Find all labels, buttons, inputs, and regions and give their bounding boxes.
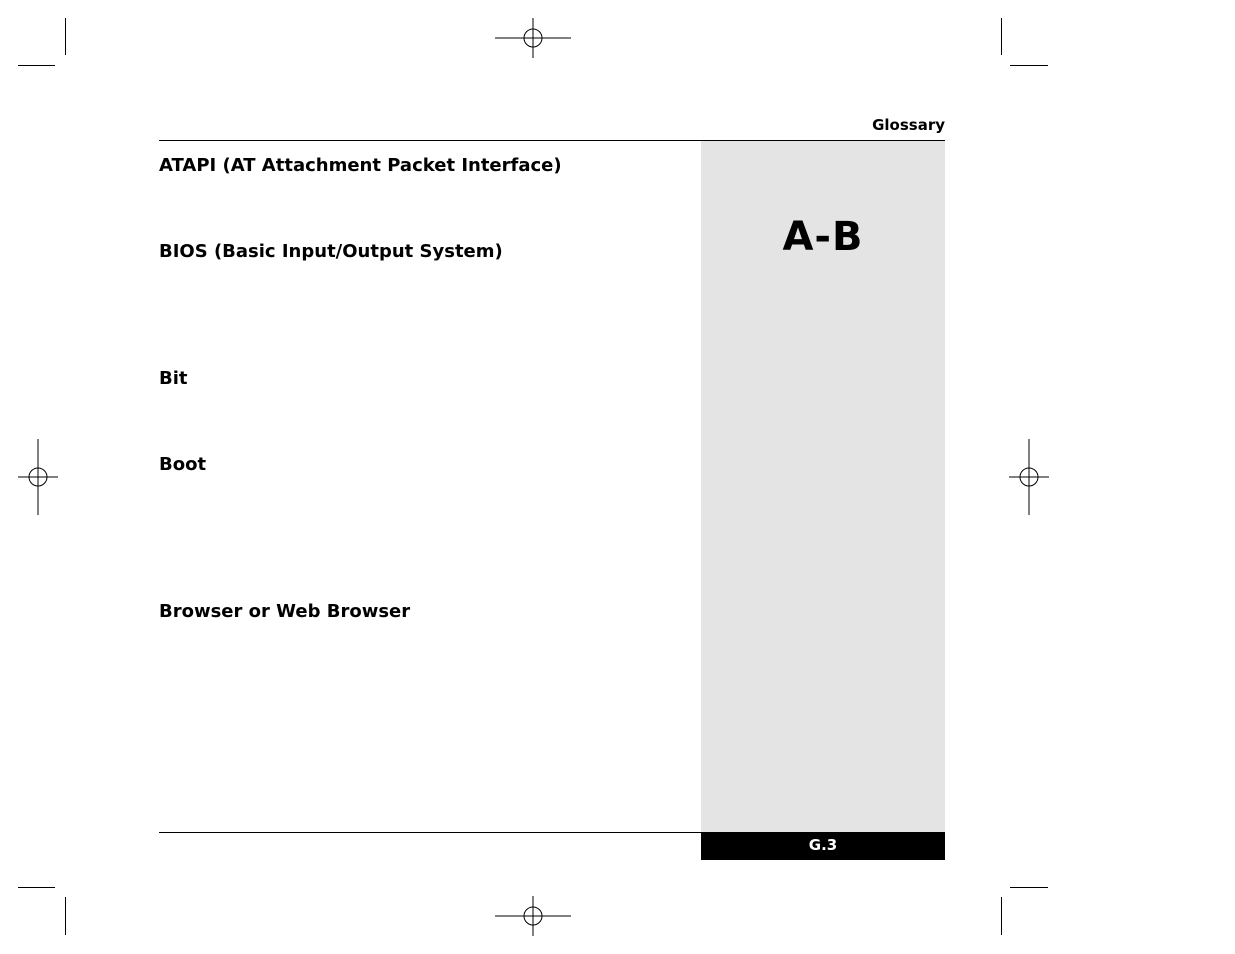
crop-mark	[18, 65, 55, 66]
page-number: G.3	[701, 832, 945, 860]
glossary-term: ATAPI (AT Attachment Packet Interface)	[159, 155, 562, 176]
glossary-term: Boot	[159, 454, 207, 475]
registration-mark-left	[18, 439, 58, 515]
side-tab-letters: A-B	[782, 214, 864, 260]
glossary-term: BIOS (Basic Input/Output System)	[159, 241, 503, 262]
registration-mark-right	[1009, 439, 1049, 515]
glossary-term: Bit	[159, 368, 188, 389]
crop-mark	[1010, 65, 1048, 66]
crop-mark	[65, 18, 66, 55]
crop-mark	[65, 897, 66, 935]
footer-rule	[159, 832, 701, 833]
crop-mark	[1010, 887, 1048, 888]
crop-mark	[18, 887, 55, 888]
registration-mark-top	[495, 18, 571, 58]
glossary-term: Browser or Web Browser	[159, 601, 411, 622]
crop-mark	[1001, 897, 1002, 935]
registration-mark-bottom	[495, 896, 571, 936]
section-header: Glossary	[872, 116, 945, 134]
crop-mark	[1001, 18, 1002, 55]
